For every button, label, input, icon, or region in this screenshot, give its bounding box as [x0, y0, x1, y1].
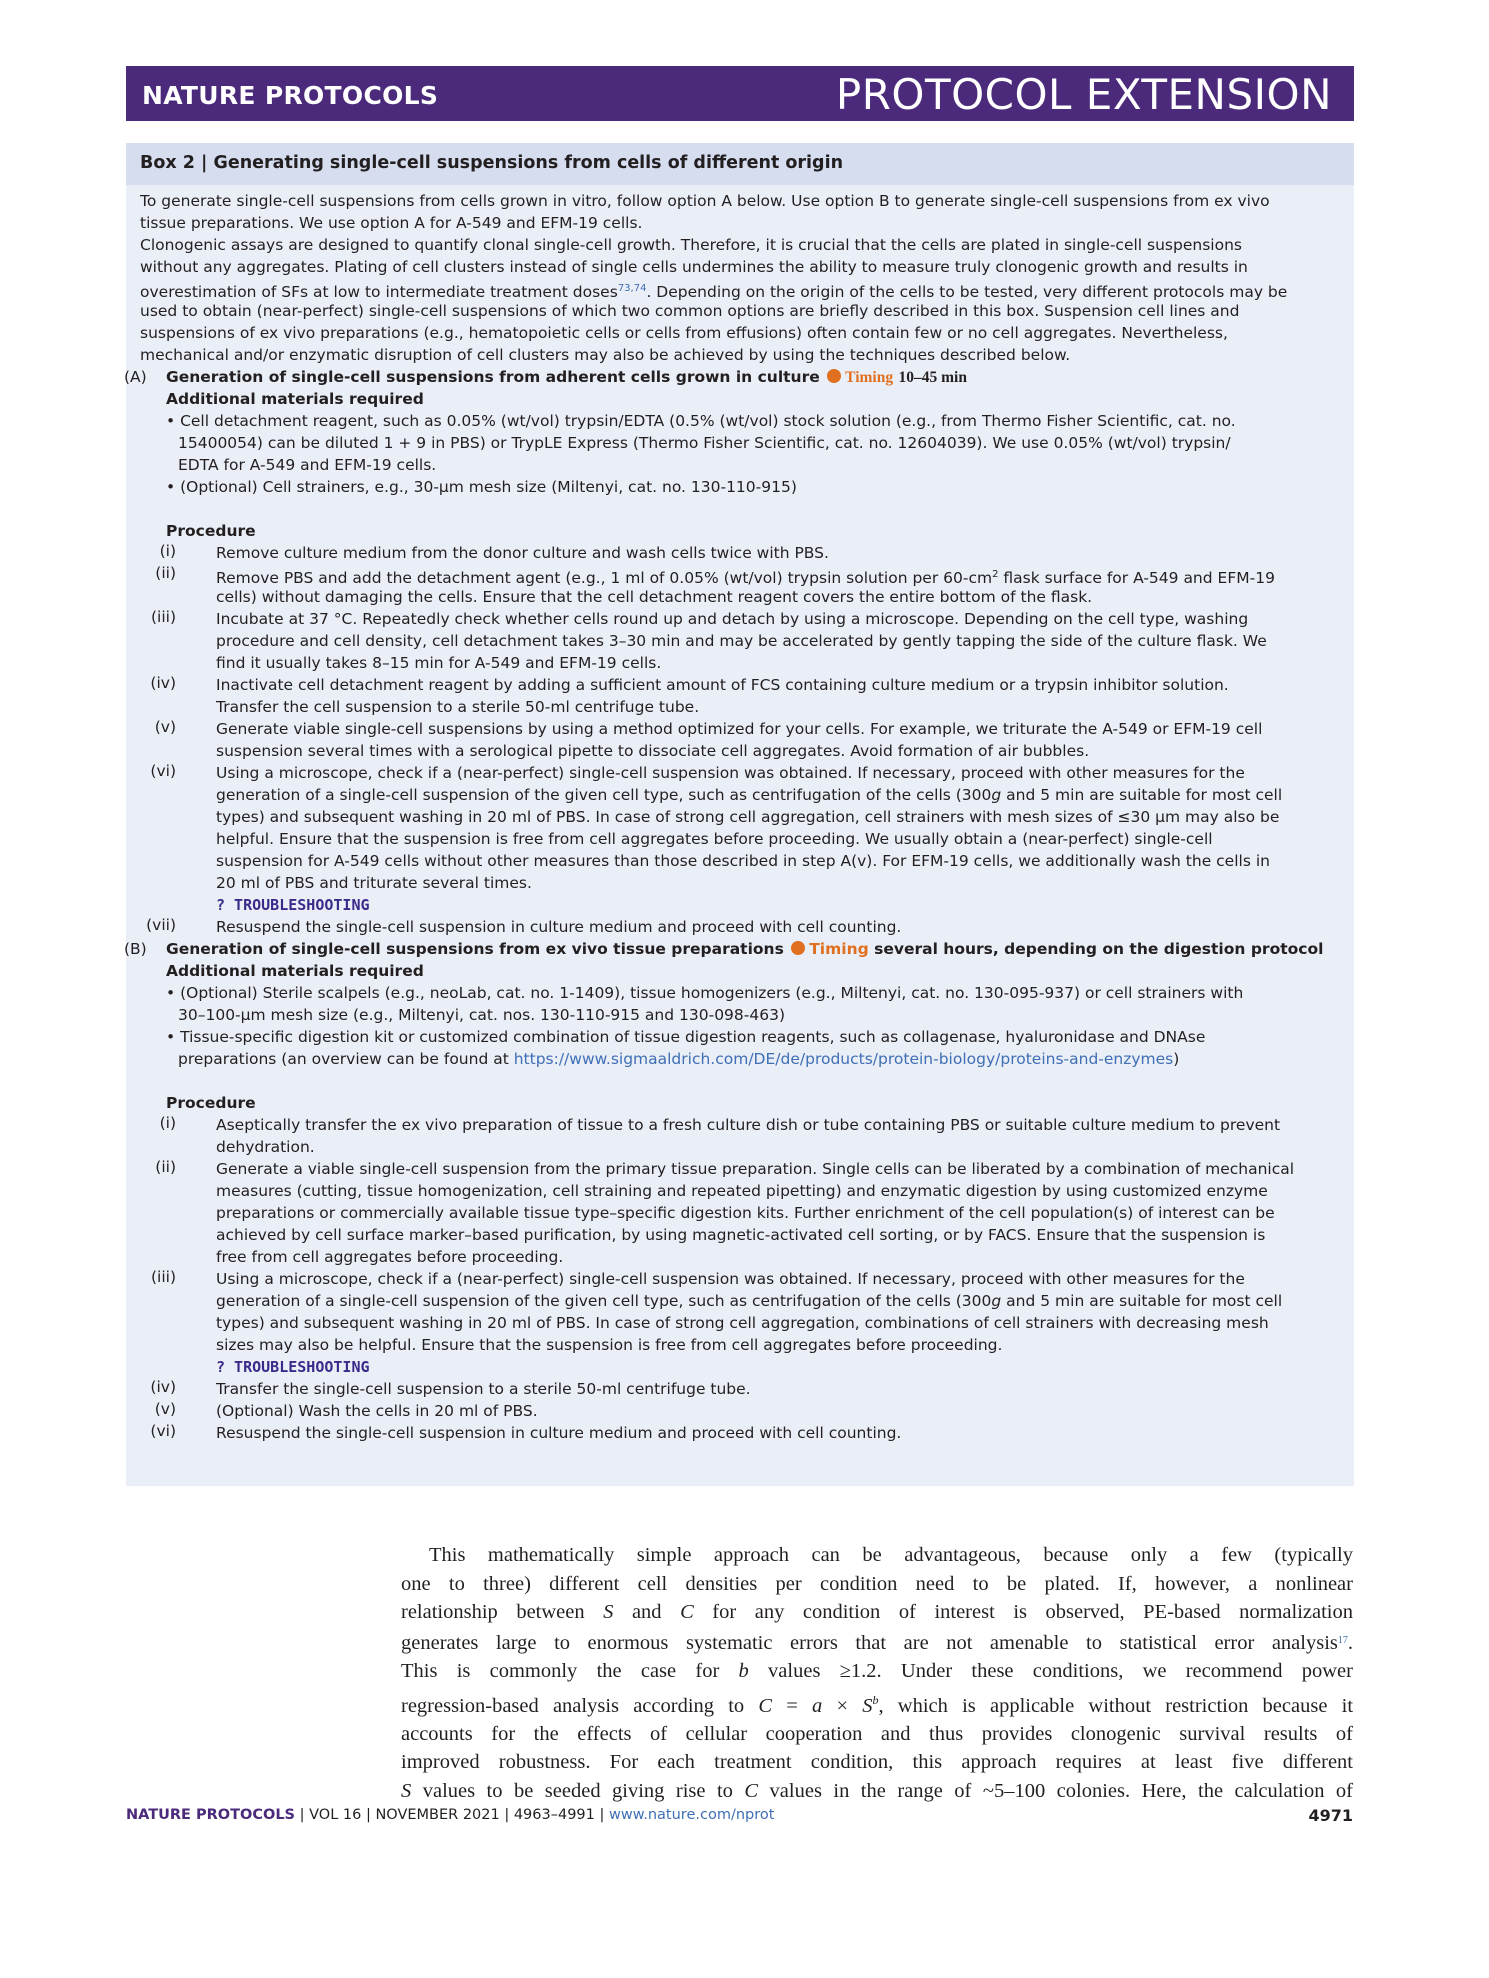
body-line — [401, 1777, 1353, 1806]
intro-line: To generate single-cell suspensions from cells grown in vitro, follow option A below. Use option B to generate single-cell suspensions from ex vivo — [140, 192, 1270, 210]
variable: S — [862, 1694, 873, 1717]
step-text: Transfer the single-cell suspension to a sterile 50-ml centrifuge tube. — [216, 1380, 751, 1398]
step-number: (iii) — [150, 608, 176, 626]
variable: S — [401, 1779, 412, 1802]
material-item — [178, 1048, 1179, 1070]
procedure-heading: Procedure — [166, 522, 256, 540]
intro-line: used to obtain (near-perfect) single-cell suspensions of which two common options are briefly described in this box. Suspension cell lines and — [140, 302, 1240, 320]
body-text: generates large to enormous systematic errors that are not amenable to statistical error analysis — [401, 1631, 1338, 1654]
step-text: procedure and cell density, cell detachment takes 3–30 min and may be accelerated by gently tapping the side of the culture flask. We — [216, 632, 1267, 650]
step-number: (vii) — [146, 916, 176, 934]
sigma-link[interactable]: https://www.sigmaaldrich.com/DE/de/products/protein-biology/proteins-and-enzymes — [513, 1050, 1174, 1068]
step-number: (iii) — [150, 1268, 176, 1286]
intro-line: mechanical and/or enzymatic disruption of cell clusters may also be achieved by using the techniques described below. — [140, 346, 1071, 364]
step-text: Using a microscope, check if a (near-perfect) single-cell suspension was obtained. If necessary, proceed with other measures for the — [216, 1270, 1245, 1288]
material-item: EDTA for A-549 and EFM-19 cells. — [178, 456, 437, 474]
box-title: Box 2 | Generating single-cell suspensions from cells of different origin — [140, 153, 844, 173]
timing-label: Timing — [809, 940, 869, 958]
page-footer — [126, 1807, 774, 1823]
body-line: accounts for the effects of cellular cooperation and thus provides clonogenic survival results of — [401, 1722, 1353, 1745]
body-text: values ≥1.2. Under these conditions, we recommend power — [748, 1660, 1353, 1682]
option-b-heading-line — [166, 938, 1323, 960]
step-text-part: flask surface for A-549 and EFM-19 — [998, 569, 1275, 587]
step-text: Aseptically transfer the ex vivo preparation of tissue to a fresh culture dish or tube containing PBS or suitable culture medium to prevent — [216, 1116, 1281, 1134]
step-text: Resuspend the single-cell suspension in culture medium and proceed with cell counting. — [216, 918, 902, 936]
step-text: Generate viable single-cell suspensions by using a method optimized for your cells. For example, we triturate the A-549 or EFM-19 cell — [216, 720, 1263, 738]
body-paragraph — [401, 1541, 1353, 1805]
body-line — [401, 1627, 1353, 1658]
step-text: find it usually takes 8–15 min for A-549 and EFM-19 cells. — [216, 654, 662, 672]
step-text: dehydration. — [216, 1138, 315, 1156]
step-text: Remove culture medium from the donor culture and wash cells twice with PBS. — [216, 544, 829, 562]
material-item: • (Optional) Sterile scalpels (e.g., neoLab, cat. no. 1-1409), tissue homogenizers (e.g., Miltenyi, cat. no. 130-095-937) or cell strainers with — [166, 982, 1243, 1004]
body-line — [401, 1657, 1353, 1686]
timing-dot-icon — [827, 369, 841, 383]
step-text: Inactivate cell detachment reagent by adding a sufficient amount of FCS containing culture medium or a trypsin inhibitor solution. — [216, 676, 1229, 694]
intro-text: . Depending on the origin of the cells to be tested, very different protocols may be — [646, 283, 1288, 301]
variable: S — [603, 1601, 614, 1623]
step-text: (Optional) Wash the cells in 20 ml of PBS. — [216, 1402, 538, 1420]
body-text: and — [613, 1601, 681, 1623]
troubleshooting-link[interactable]: ? TROUBLESHOOTING — [216, 1358, 370, 1376]
step-text: suspension for A-549 cells without other measures than those described in step A(v). For EFM-19 cells, we additionally wash the cells in — [216, 852, 1270, 870]
step-text: measures (cutting, tissue homogenization, cell straining and repeated pipetting) and enzymatic digestion by using customized enzyme — [216, 1182, 1268, 1200]
step-text: cells) without damaging the cells. Ensure that the cell detachment reagent covers the entire bottom of the flask. — [216, 588, 1093, 606]
timing-value: several hours, depending on the digestion protocol — [874, 940, 1324, 958]
materials-heading: Additional materials required — [166, 962, 424, 980]
body-text: This is commonly the case for — [401, 1660, 739, 1682]
material-item: 15400054) can be diluted 1 + 9 in PBS) or TrypLE Express (Thermo Fisher Scientific, cat. no. 12604039). We use 0.05% (wt/vol) trypsin/ — [178, 434, 1231, 452]
material-item: 30–100-μm mesh size (e.g., Miltenyi, cat. nos. 130-110-915 and 130-098-463) — [178, 1006, 785, 1024]
step-text: Resuspend the single-cell suspension in culture medium and proceed with cell counting. — [216, 1424, 902, 1442]
citation[interactable]: 17 — [1337, 1634, 1348, 1646]
material-text: ) — [1173, 1050, 1180, 1068]
option-a-heading-line — [166, 366, 967, 389]
step-text-part: and 5 min are suitable for most cell — [1001, 1292, 1283, 1310]
step-number: (i) — [159, 542, 176, 560]
step-text: achieved by cell surface marker–based purification, by using magnetic-activated cell sorting, or by FACS. Ensure that the suspension is — [216, 1226, 1266, 1244]
timing-label: Timing — [845, 369, 894, 386]
material-item: • Tissue-specific digestion kit or customized combination of tissue digestion reagents, such as collagenase, hyaluronidase and DNAse — [166, 1026, 1205, 1048]
body-text: × — [822, 1694, 863, 1717]
materials-heading: Additional materials required — [166, 390, 424, 408]
step-text: types) and subsequent washing in 20 ml of PBS. In case of strong cell aggregation, combinations of cell strainers with decreasing mesh — [216, 1314, 1269, 1332]
step-number: (ii) — [155, 1158, 176, 1176]
step-number: (vi) — [150, 1422, 176, 1440]
step-text — [216, 784, 1282, 806]
step-text: preparations or commercially available tissue type–specific digestion kits. Further enrichment of the cell population(s) of interest can be — [216, 1204, 1275, 1222]
material-item: • Cell detachment reagent, such as 0.05% (wt/vol) trypsin/EDTA (0.5% (wt/vol) stock solution (e.g., from Thermo Fisher Scientific, cat. no. — [166, 410, 1236, 432]
intro-line: tissue preparations. We use option A for A-549 and EFM-19 cells. — [140, 214, 643, 232]
step-number: (i) — [159, 1114, 176, 1132]
footer-url[interactable]: www.nature.com/nprot — [609, 1807, 775, 1823]
step-text-part: generation of a single-cell suspension of the given cell type, such as centrifugation of the cells (300 — [216, 786, 992, 804]
page-number: 4971 — [1308, 1806, 1353, 1825]
step-number: (vi) — [150, 762, 176, 780]
step-text: Transfer the cell suspension to a sterile 50-ml centrifuge tube. — [216, 698, 700, 716]
body-line — [401, 1686, 1353, 1720]
body-text: , which is applicable without restriction because it — [878, 1694, 1354, 1717]
body-text: . — [1347, 1631, 1353, 1654]
timing-dot-icon — [791, 941, 805, 955]
option-b-heading: Generation of single-cell suspensions from ex vivo tissue preparations — [166, 940, 784, 958]
procedure-heading: Procedure — [166, 1094, 256, 1112]
journal-name: NATURE PROTOCOLS — [142, 81, 439, 110]
variable: C — [680, 1601, 694, 1623]
step-number: (iv) — [150, 1378, 176, 1396]
box-2 — [126, 143, 1354, 1486]
step-text-part: Remove PBS and add the detachment agent (e.g., 1 ml of 0.05% (wt/vol) trypsin solution per 60-cm — [216, 569, 993, 587]
step-text-part: generation of a single-cell suspension of the given cell type, such as centrifugation of the cells (300 — [216, 1292, 992, 1310]
step-text: 20 ml of PBS and triturate several times. — [216, 874, 532, 892]
citation[interactable]: 73,74 — [617, 283, 647, 294]
footer-journal: NATURE PROTOCOLS — [126, 1807, 296, 1823]
troubleshooting-link[interactable]: ? TROUBLESHOOTING — [216, 896, 370, 914]
body-text: regression-based analysis according to — [401, 1694, 759, 1717]
superscript: 2 — [992, 569, 999, 580]
step-text: Using a microscope, check if a (near-perfect) single-cell suspension was obtained. If necessary, proceed with other measures for the — [216, 764, 1245, 782]
body-text: values in the range of ~5–100 colonies. Here, the calculation of — [758, 1779, 1353, 1802]
material-text: preparations (an overview can be found at — [178, 1050, 514, 1068]
intro-line: suspensions of ex vivo preparations (e.g., hematopoietic cells or cells from effusions) often contain few or no cell aggregates. Nevertheless, — [140, 324, 1228, 342]
step-text: helpful. Ensure that the suspension is free from cell aggregates before proceeding. We usually obtain a (near-perfect) single-cell — [216, 830, 1213, 848]
variable: a — [812, 1694, 823, 1717]
intro-text: overestimation of SFs at low to intermediate treatment doses — [140, 283, 618, 301]
body-line — [401, 1598, 1353, 1627]
section-label: PROTOCOL EXTENSION — [835, 70, 1332, 119]
step-number: (ii) — [155, 564, 176, 582]
italic-unit: g — [991, 786, 1002, 804]
step-text: Generate a viable single-cell suspension from the primary tissue preparation. Single cells can be liberated by a combination of mechanical — [216, 1160, 1295, 1178]
option-a-heading: Generation of single-cell suspensions from adherent cells grown in culture — [166, 368, 820, 386]
step-number: (v) — [154, 718, 176, 736]
variable: C — [744, 1779, 759, 1802]
footer-details: | VOL 16 | NOVEMBER 2021 | 4963–4991 | — [295, 1807, 609, 1823]
timing-value: 10–45 min — [898, 369, 967, 386]
body-line: improved robustness. For each treatment condition, this approach requires at least five different — [401, 1751, 1353, 1774]
material-item: • (Optional) Cell strainers, e.g., 30-μm mesh size (Miltenyi, cat. no. 130-110-915) — [166, 476, 797, 498]
step-text: Incubate at 37 °C. Repeatedly check whether cells round up and detach by using a microscope. Depending on the cell type, washing — [216, 610, 1249, 628]
body-text: values to be seeded giving rise to — [411, 1779, 745, 1802]
variable: b — [738, 1660, 749, 1682]
step-number: (v) — [154, 1400, 176, 1418]
variable: C — [758, 1694, 773, 1717]
step-text: sizes may also be helpful. Ensure that the suspension is free from cell aggregates before proceeding. — [216, 1336, 1003, 1354]
step-text: types) and subsequent washing in 20 ml of PBS. In case of strong cell aggregation, cell strainers with mesh sizes of ≤30 μm may also be — [216, 808, 1280, 826]
step-text: free from cell aggregates before proceeding. — [216, 1248, 564, 1266]
step-text-part: and 5 min are suitable for most cell — [1001, 786, 1283, 804]
body-text: = — [772, 1694, 813, 1717]
body-text: for any condition of interest is observed, PE-based normalization — [693, 1601, 1353, 1623]
box-title-bar — [126, 143, 1354, 185]
intro-line: without any aggregates. Plating of cell clusters instead of single cells undermines the ability to measure truly clonogenic growth and results in — [140, 258, 1248, 276]
page-header — [126, 66, 1354, 121]
step-text — [216, 1290, 1282, 1312]
step-number: (iv) — [150, 674, 176, 692]
option-b-label: (B) — [124, 940, 147, 958]
step-text: suspension several times with a serological pipette to dissociate cell aggregates. Avoid formation of air bubbles. — [216, 742, 1090, 760]
italic-unit: g — [991, 1292, 1002, 1310]
exponent: b — [872, 1692, 879, 1707]
intro-line: Clonogenic assays are designed to quantify clonal single-cell growth. Therefore, it is crucial that the cells are plated in single-cell suspensions — [140, 236, 1242, 254]
body-line: This mathematically simple approach can be advantageous, because only a few (typically — [429, 1544, 1353, 1566]
body-line: one to three) different cell densities per condition need to be plated. If, however, a nonlinear — [401, 1572, 1353, 1595]
option-a-label: (A) — [124, 368, 147, 386]
body-text: relationship between — [401, 1601, 604, 1623]
